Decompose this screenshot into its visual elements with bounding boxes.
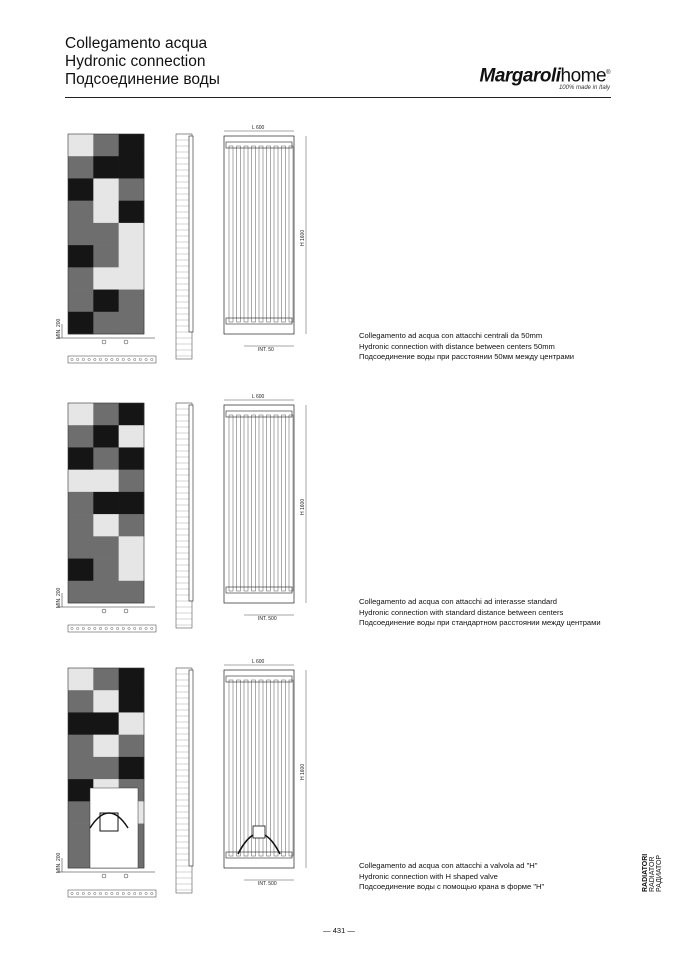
panel-tile xyxy=(93,245,119,268)
panel-tile xyxy=(93,223,119,246)
panel-tile xyxy=(119,581,145,604)
valve-right xyxy=(124,340,128,344)
floor-plan-marker xyxy=(134,627,136,629)
valve-left xyxy=(102,874,106,878)
radiator-side-profile xyxy=(189,136,193,332)
panel-tile xyxy=(93,403,119,426)
panel-tile xyxy=(68,425,94,448)
panel-tile xyxy=(119,425,145,448)
floor-plan-marker xyxy=(71,627,73,629)
panel-tile xyxy=(93,290,119,313)
floor-plan-marker xyxy=(122,358,124,360)
panel-tile xyxy=(93,447,119,470)
floor-plan-marker xyxy=(105,627,107,629)
caption-2-english: Hydronic connection with standard distance between centers xyxy=(359,607,564,617)
dimension-width-label: L 600 xyxy=(252,659,265,665)
floor-plan-marker xyxy=(77,892,79,894)
panel-tile xyxy=(119,134,145,157)
side-tab-italian: RADIATORI xyxy=(642,853,649,892)
panel-tile xyxy=(119,668,145,691)
floor-plan-strip xyxy=(68,625,156,632)
panel-tile xyxy=(119,757,145,780)
title-russian: Подсоединение воды xyxy=(65,71,220,88)
panel-tile xyxy=(119,492,145,515)
floor-plan-marker xyxy=(99,627,101,629)
panel-tile xyxy=(119,403,145,426)
floor-plan-marker xyxy=(134,358,136,360)
floor-plan-marker xyxy=(122,892,124,894)
valve-right xyxy=(124,609,128,613)
panel-tile xyxy=(68,267,94,290)
floor-plan-marker xyxy=(145,892,147,894)
floor-plan-marker xyxy=(134,892,136,894)
panel-tile xyxy=(93,757,119,780)
panel-tile xyxy=(119,559,145,582)
panel-tile xyxy=(119,201,145,224)
floor-plan-marker xyxy=(99,892,101,894)
panel-tile xyxy=(68,735,94,758)
floor-plan-marker xyxy=(139,358,141,360)
floor-plan-marker xyxy=(128,627,130,629)
floor-plan-marker xyxy=(88,627,90,629)
logo-tagline: 100% made in Italy xyxy=(558,85,610,92)
caption-2-russian: Подсоединение воды при стандартном расстоянии между центрами xyxy=(359,618,601,627)
panel-tile xyxy=(93,735,119,758)
dimension-width-label: L 600 xyxy=(252,394,265,400)
floor-plan-marker xyxy=(94,892,96,894)
caption-2-italian: Collegamento ad acqua con attacchi ad interasse standard xyxy=(359,597,557,606)
panel-tile xyxy=(119,514,145,537)
floor-plan-marker xyxy=(88,892,90,894)
panel-tile xyxy=(93,470,119,493)
panel-tile xyxy=(68,178,94,201)
panel-tile xyxy=(68,712,94,735)
floor-plan-marker xyxy=(111,892,113,894)
panel-tile xyxy=(68,559,94,582)
floor-plan-strip xyxy=(68,356,156,363)
dimension-height-label: H 1600 xyxy=(300,763,306,780)
panel-tile xyxy=(93,178,119,201)
floor-plan-marker xyxy=(116,358,118,360)
panel-tile xyxy=(68,223,94,246)
caption-1-english: Hydronic connection with distance between centers 50mm xyxy=(359,341,555,351)
floor-plan-marker xyxy=(71,358,73,360)
floor-plan-marker xyxy=(82,358,84,360)
panel-tile xyxy=(68,312,94,335)
panel-tile xyxy=(93,712,119,735)
panel-tile xyxy=(119,312,145,335)
panel-tile xyxy=(93,312,119,335)
title-italian: Collegamento acqua xyxy=(65,35,208,52)
side-tab xyxy=(642,846,663,892)
floor-plan-strip xyxy=(68,890,156,897)
floor-plan-marker xyxy=(116,627,118,629)
floor-plan-marker xyxy=(71,892,73,894)
floor-plan-marker xyxy=(151,892,153,894)
h-valve-front xyxy=(253,826,265,838)
panel-tile xyxy=(93,425,119,448)
panel-tile xyxy=(68,514,94,537)
dimension-interval-label: INT. 50 xyxy=(258,347,274,353)
dimension-height-label: H 1600 xyxy=(300,229,306,246)
panel-tile xyxy=(68,536,94,559)
floor-plan-marker xyxy=(88,358,90,360)
caption-1-italian: Collegamento ad acqua con attacchi centrali da 50mm xyxy=(359,331,543,340)
radiator-side-profile xyxy=(189,405,193,601)
floor-plan-marker xyxy=(145,358,147,360)
side-tab-russian: РАДИАТОР xyxy=(656,854,663,892)
panel-tile xyxy=(93,156,119,179)
caption-block-2 xyxy=(359,597,601,629)
panel-tile xyxy=(119,712,145,735)
panel-tile xyxy=(68,668,94,691)
panel-tile xyxy=(68,470,94,493)
panel-tile xyxy=(119,690,145,713)
panel-tile xyxy=(119,223,145,246)
panel-tile xyxy=(68,134,94,157)
panel-tile xyxy=(93,668,119,691)
floor-plan-marker xyxy=(94,358,96,360)
floor-plan-marker xyxy=(99,358,101,360)
panel-tile xyxy=(119,536,145,559)
panel-tile xyxy=(93,581,119,604)
floor-plan-marker xyxy=(122,627,124,629)
panel-tile xyxy=(93,134,119,157)
dimension-min-label: MIN. 200 xyxy=(56,318,62,339)
panel-tile xyxy=(119,735,145,758)
title-english: Hydronic connection xyxy=(65,53,206,70)
floor-plan-marker xyxy=(82,627,84,629)
valve-right xyxy=(124,874,128,878)
floor-plan-marker xyxy=(128,358,130,360)
caption-1-russian: Подсоединение воды при расстоянии 50мм между центрами xyxy=(359,352,575,361)
floor-plan-marker xyxy=(77,627,79,629)
floor-plan-marker xyxy=(111,358,113,360)
logo-brand-light: home xyxy=(560,65,607,87)
panel-tile xyxy=(68,492,94,515)
panel-tile xyxy=(68,447,94,470)
page-number: — 431 — xyxy=(323,926,355,935)
dimension-width-label: L 600 xyxy=(252,125,265,131)
caption-3-english: Hydronic connection with H shaped valve xyxy=(359,871,498,881)
logo-brand-bold: Margaroli xyxy=(479,65,561,87)
floor-plan-marker xyxy=(77,358,79,360)
panel-tile xyxy=(68,290,94,313)
floor-plan-marker xyxy=(116,892,118,894)
floor-plan-marker xyxy=(105,892,107,894)
panel-tile xyxy=(119,267,145,290)
floor-plan-marker xyxy=(82,892,84,894)
panel-tile xyxy=(93,690,119,713)
panel-tile xyxy=(93,536,119,559)
radiator-side-profile xyxy=(189,670,193,866)
panel-tile xyxy=(93,267,119,290)
floor-plan-marker xyxy=(151,627,153,629)
panel-tile xyxy=(68,757,94,780)
floor-plan-marker xyxy=(111,627,113,629)
caption-3-italian: Collegamento ad acqua con attacchi a valvola ad "H" xyxy=(359,861,538,870)
panel-tile xyxy=(93,201,119,224)
panel-tile xyxy=(119,290,145,313)
panel-tile xyxy=(119,447,145,470)
floor-plan-marker xyxy=(139,627,141,629)
floor-plan-marker xyxy=(94,627,96,629)
floor-plan-marker xyxy=(151,358,153,360)
floor-plan-marker xyxy=(128,892,130,894)
valve-left xyxy=(102,609,106,613)
floor-plan-marker xyxy=(145,627,147,629)
dimension-min-label: MIN. 200 xyxy=(56,852,62,873)
panel-tile xyxy=(93,559,119,582)
valve-left xyxy=(102,340,106,344)
panel-tile xyxy=(93,514,119,537)
panel-tile xyxy=(68,403,94,426)
dimension-interval-label: INT. 500 xyxy=(258,881,277,887)
logo-registered-mark: ® xyxy=(606,70,610,76)
dimension-min-label: MIN. 200 xyxy=(56,587,62,608)
dimension-interval-label: INT. 500 xyxy=(258,616,277,622)
dimension-height-label: H 1600 xyxy=(300,498,306,515)
panel-cutout xyxy=(90,788,138,868)
caption-block-3 xyxy=(359,861,544,893)
panel-tile xyxy=(68,690,94,713)
panel-tile xyxy=(119,470,145,493)
floor-plan-marker xyxy=(105,358,107,360)
panel-tile xyxy=(93,492,119,515)
panel-tile xyxy=(68,201,94,224)
panel-tile xyxy=(119,178,145,201)
panel-tile xyxy=(68,581,94,604)
panel-tile xyxy=(119,245,145,268)
panel-tile xyxy=(68,245,94,268)
caption-3-russian: Подсоединение воды с помощью крана в форме "H" xyxy=(359,882,545,891)
floor-plan-marker xyxy=(139,892,141,894)
panel-tile xyxy=(119,156,145,179)
panel-tile xyxy=(68,156,94,179)
caption-block-1 xyxy=(359,331,574,363)
side-tab-english: RADIATOR xyxy=(649,856,656,892)
